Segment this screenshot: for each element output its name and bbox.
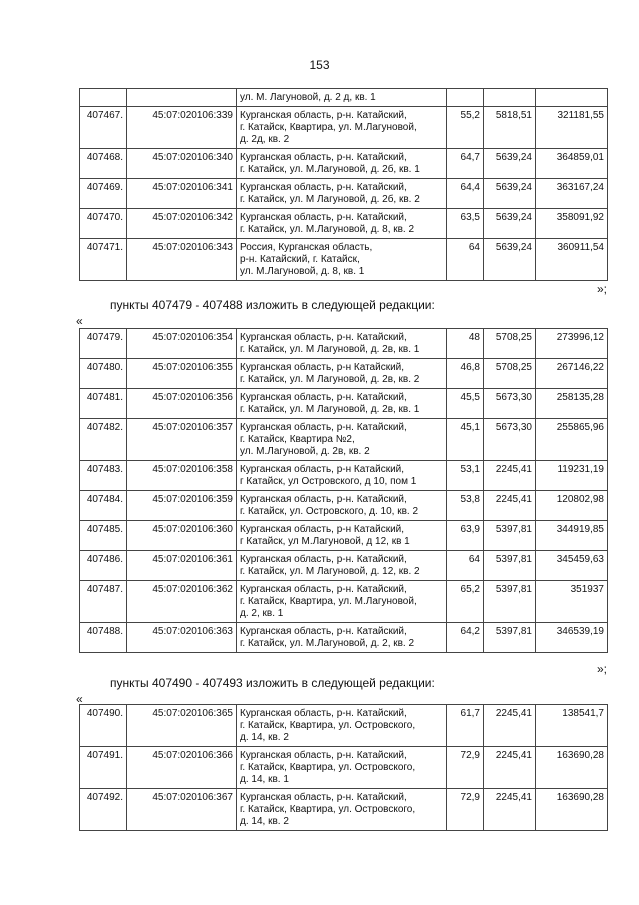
price-per-sqm-cell: 5397,81 bbox=[484, 521, 536, 551]
cadastral-value-cell: 344919,85 bbox=[536, 521, 608, 551]
cadastral-value-cell: 351937 bbox=[536, 581, 608, 623]
opening-quote: « bbox=[76, 314, 83, 328]
address-cell: Курганская область, р-н. Катайский, г. Катайск, Квартира, ул. М.Лагуновой, д. 2, кв. 1 bbox=[237, 581, 447, 623]
area-cell: 61,7 bbox=[447, 705, 484, 747]
table-row bbox=[80, 581, 608, 623]
price-per-sqm-cell: 5673,30 bbox=[484, 389, 536, 419]
row-number-cell: 407491. bbox=[80, 747, 127, 789]
area-cell: 65,2 bbox=[447, 581, 484, 623]
cadastral-value-cell: 346539,19 bbox=[536, 623, 608, 653]
cadastral-number-cell bbox=[127, 89, 237, 107]
table-row bbox=[80, 623, 608, 653]
price-per-sqm-cell: 5673,30 bbox=[484, 419, 536, 461]
row-number-cell: 407471. bbox=[80, 239, 127, 281]
address-cell: Курганская область, р-н. Катайский, г. Катайск, ул. М Лагуновой, д. 2в, кв. 1 bbox=[237, 389, 447, 419]
price-per-sqm-cell: 5708,25 bbox=[484, 329, 536, 359]
table-row bbox=[80, 789, 608, 831]
cadastral-number-cell: 45:07:020106:361 bbox=[127, 551, 237, 581]
area-cell: 64 bbox=[447, 551, 484, 581]
address-cell: Курганская область, р-н. Катайский, г. Катайск, Квартира, ул. Островского, д. 14, кв. 2 bbox=[237, 789, 447, 831]
cadastral-number-cell: 45:07:020106:340 bbox=[127, 149, 237, 179]
address-cell: ул. М. Лагуновой, д. 2 д, кв. 1 bbox=[237, 89, 447, 107]
address-cell: Курганская область, р-н. Катайский, г. Катайск, ул. М.Лагуновой, д. 2, кв. 2 bbox=[237, 623, 447, 653]
cadastral-number-cell: 45:07:020106:358 bbox=[127, 461, 237, 491]
address-cell: Курганская область, р-н. Катайский, г. Катайск, Квартира, ул. Островского, д. 14, кв. 2 bbox=[237, 705, 447, 747]
row-number-cell: 407484. bbox=[80, 491, 127, 521]
area-cell: 63,9 bbox=[447, 521, 484, 551]
cadastral-number-cell: 45:07:020106:356 bbox=[127, 389, 237, 419]
opening-quote: « bbox=[76, 692, 83, 706]
area-cell: 45,1 bbox=[447, 419, 484, 461]
cadastral-value-cell: 163690,28 bbox=[536, 747, 608, 789]
price-per-sqm-cell: 2245,41 bbox=[484, 747, 536, 789]
price-per-sqm-cell: 2245,41 bbox=[484, 461, 536, 491]
cadastral-number-cell: 45:07:020106:357 bbox=[127, 419, 237, 461]
cadastral-number-cell: 45:07:020106:354 bbox=[127, 329, 237, 359]
cadastral-number-cell: 45:07:020106:365 bbox=[127, 705, 237, 747]
price-per-sqm-cell: 2245,41 bbox=[484, 789, 536, 831]
price-per-sqm-cell: 5708,25 bbox=[484, 359, 536, 389]
price-per-sqm-cell bbox=[484, 89, 536, 107]
cadastral-value-cell: 120802,98 bbox=[536, 491, 608, 521]
cadastral-value-cell: 360911,54 bbox=[536, 239, 608, 281]
address-cell: Курганская область, р-н. Катайский, г. Катайск, ул. Островского, д. 10, кв. 2 bbox=[237, 491, 447, 521]
cadastral-number-cell: 45:07:020106:341 bbox=[127, 179, 237, 209]
cadastral-number-cell: 45:07:020106:363 bbox=[127, 623, 237, 653]
price-per-sqm-cell: 5397,81 bbox=[484, 581, 536, 623]
area-cell: 72,9 bbox=[447, 789, 484, 831]
price-per-sqm-cell: 5639,24 bbox=[484, 239, 536, 281]
cadastral-value-cell: 258135,28 bbox=[536, 389, 608, 419]
cadastral-value-cell: 163690,28 bbox=[536, 789, 608, 831]
table-row bbox=[80, 747, 608, 789]
price-per-sqm-cell: 5397,81 bbox=[484, 551, 536, 581]
cadastral-value-cell: 138541,7 bbox=[536, 705, 608, 747]
cadastral-value-cell: 364859,01 bbox=[536, 149, 608, 179]
table-row bbox=[80, 239, 608, 281]
price-per-sqm-cell: 5397,81 bbox=[484, 623, 536, 653]
page-number: 153 bbox=[309, 58, 330, 72]
row-number-cell: 407480. bbox=[80, 359, 127, 389]
price-per-sqm-cell: 5639,24 bbox=[484, 149, 536, 179]
table-row bbox=[80, 179, 608, 209]
closing-quote: »; bbox=[596, 282, 607, 296]
row-number-cell: 407486. bbox=[80, 551, 127, 581]
property-table-3 bbox=[79, 704, 608, 831]
address-cell: Курганская область, р-н. Катайский, г. Катайск, ул. М Лагуновой, д. 12, кв. 2 bbox=[237, 551, 447, 581]
row-number-cell: 407481. bbox=[80, 389, 127, 419]
cadastral-value-cell: 273996,12 bbox=[536, 329, 608, 359]
row-number-cell: 407485. bbox=[80, 521, 127, 551]
row-number-cell: 407490. bbox=[80, 705, 127, 747]
cadastral-number-cell: 45:07:020106:366 bbox=[127, 747, 237, 789]
table-row bbox=[80, 209, 608, 239]
cadastral-number-cell: 45:07:020106:342 bbox=[127, 209, 237, 239]
price-per-sqm-cell: 2245,41 bbox=[484, 491, 536, 521]
cadastral-value-cell: 363167,24 bbox=[536, 179, 608, 209]
table-row bbox=[80, 329, 608, 359]
amendment-instruction: пункты 407490 - 407493 изложить в следующей редакции: bbox=[110, 676, 435, 690]
area-cell: 53,8 bbox=[447, 491, 484, 521]
row-number-cell bbox=[80, 89, 127, 107]
closing-quote: »; bbox=[596, 662, 607, 676]
row-number-cell: 407488. bbox=[80, 623, 127, 653]
area-cell bbox=[447, 89, 484, 107]
address-cell: Курганская область, р-н. Катайский, г. Катайск, ул. М Лагуновой, д. 2в, кв. 1 bbox=[237, 329, 447, 359]
address-cell: Курганская область, р-н. Катайский, г. Катайск, Квартира №2, ул. М.Лагуновой, д. 2в, кв. 2 bbox=[237, 419, 447, 461]
row-number-cell: 407470. bbox=[80, 209, 127, 239]
address-cell: Курганская область, р-н Катайский, г Катайск, ул Островского, д 10, пом 1 bbox=[237, 461, 447, 491]
cadastral-value-cell: 345459,63 bbox=[536, 551, 608, 581]
table-row bbox=[80, 551, 608, 581]
row-number-cell: 407482. bbox=[80, 419, 127, 461]
area-cell: 55,2 bbox=[447, 107, 484, 149]
cadastral-number-cell: 45:07:020106:339 bbox=[127, 107, 237, 149]
table-row bbox=[80, 149, 608, 179]
address-cell: Курганская область, р-н. Катайский, г. Катайск, ул. М.Лагуновой, д. 8, кв. 2 bbox=[237, 209, 447, 239]
property-table-1 bbox=[79, 88, 608, 281]
area-cell: 53,1 bbox=[447, 461, 484, 491]
row-number-cell: 407479. bbox=[80, 329, 127, 359]
cadastral-number-cell: 45:07:020106:367 bbox=[127, 789, 237, 831]
cadastral-value-cell: 321181,55 bbox=[536, 107, 608, 149]
table-row bbox=[80, 461, 608, 491]
table-row bbox=[80, 389, 608, 419]
address-cell: Курганская область, р-н. Катайский, г. Катайск, ул. М Лагуновой, д. 2б, кв. 2 bbox=[237, 179, 447, 209]
row-number-cell: 407468. bbox=[80, 149, 127, 179]
cadastral-value-cell: 255865,96 bbox=[536, 419, 608, 461]
table-row bbox=[80, 705, 608, 747]
amendment-instruction: пункты 407479 - 407488 изложить в следующей редакции: bbox=[110, 298, 435, 312]
cadastral-number-cell: 45:07:020106:360 bbox=[127, 521, 237, 551]
cadastral-value-cell: 358091,92 bbox=[536, 209, 608, 239]
row-number-cell: 407483. bbox=[80, 461, 127, 491]
price-per-sqm-cell: 5818,51 bbox=[484, 107, 536, 149]
cadastral-value-cell: 267146,22 bbox=[536, 359, 608, 389]
area-cell: 64 bbox=[447, 239, 484, 281]
area-cell: 46,8 bbox=[447, 359, 484, 389]
cadastral-value-cell bbox=[536, 89, 608, 107]
table-row bbox=[80, 521, 608, 551]
cadastral-number-cell: 45:07:020106:343 bbox=[127, 239, 237, 281]
address-cell: Курганская область, р-н. Катайский, г. Катайск, ул. М.Лагуновой, д. 2б, кв. 1 bbox=[237, 149, 447, 179]
area-cell: 48 bbox=[447, 329, 484, 359]
table-row bbox=[80, 419, 608, 461]
table-row bbox=[80, 359, 608, 389]
table-row bbox=[80, 107, 608, 149]
table-row bbox=[80, 89, 608, 107]
area-cell: 64,2 bbox=[447, 623, 484, 653]
address-cell: Россия, Курганская область, р-н. Катайский, г. Катайск, ул. М.Лагуновой, д. 8, кв. 1 bbox=[237, 239, 447, 281]
cadastral-value-cell: 119231,19 bbox=[536, 461, 608, 491]
row-number-cell: 407487. bbox=[80, 581, 127, 623]
area-cell: 45,5 bbox=[447, 389, 484, 419]
price-per-sqm-cell: 5639,24 bbox=[484, 209, 536, 239]
area-cell: 72,9 bbox=[447, 747, 484, 789]
cadastral-number-cell: 45:07:020106:362 bbox=[127, 581, 237, 623]
row-number-cell: 407469. bbox=[80, 179, 127, 209]
table-row bbox=[80, 491, 608, 521]
area-cell: 64,7 bbox=[447, 149, 484, 179]
address-cell: Курганская область, р-н Катайский, г. Катайск, ул. М Лагуновой, д. 2в, кв. 2 bbox=[237, 359, 447, 389]
address-cell: Курганская область, р-н Катайский, г Катайск, ул М.Лагуновой, д 12, кв 1 bbox=[237, 521, 447, 551]
row-number-cell: 407492. bbox=[80, 789, 127, 831]
cadastral-number-cell: 45:07:020106:359 bbox=[127, 491, 237, 521]
price-per-sqm-cell: 2245,41 bbox=[484, 705, 536, 747]
area-cell: 63,5 bbox=[447, 209, 484, 239]
area-cell: 64,4 bbox=[447, 179, 484, 209]
address-cell: Курганская область, р-н. Катайский, г. Катайск, Квартира, ул. М.Лагуновой, д. 2д, кв. 2 bbox=[237, 107, 447, 149]
cadastral-number-cell: 45:07:020106:355 bbox=[127, 359, 237, 389]
address-cell: Курганская область, р-н. Катайский, г. Катайск, Квартира, ул. Островского, д. 14, кв. 1 bbox=[237, 747, 447, 789]
price-per-sqm-cell: 5639,24 bbox=[484, 179, 536, 209]
row-number-cell: 407467. bbox=[80, 107, 127, 149]
property-table-2 bbox=[79, 328, 608, 653]
